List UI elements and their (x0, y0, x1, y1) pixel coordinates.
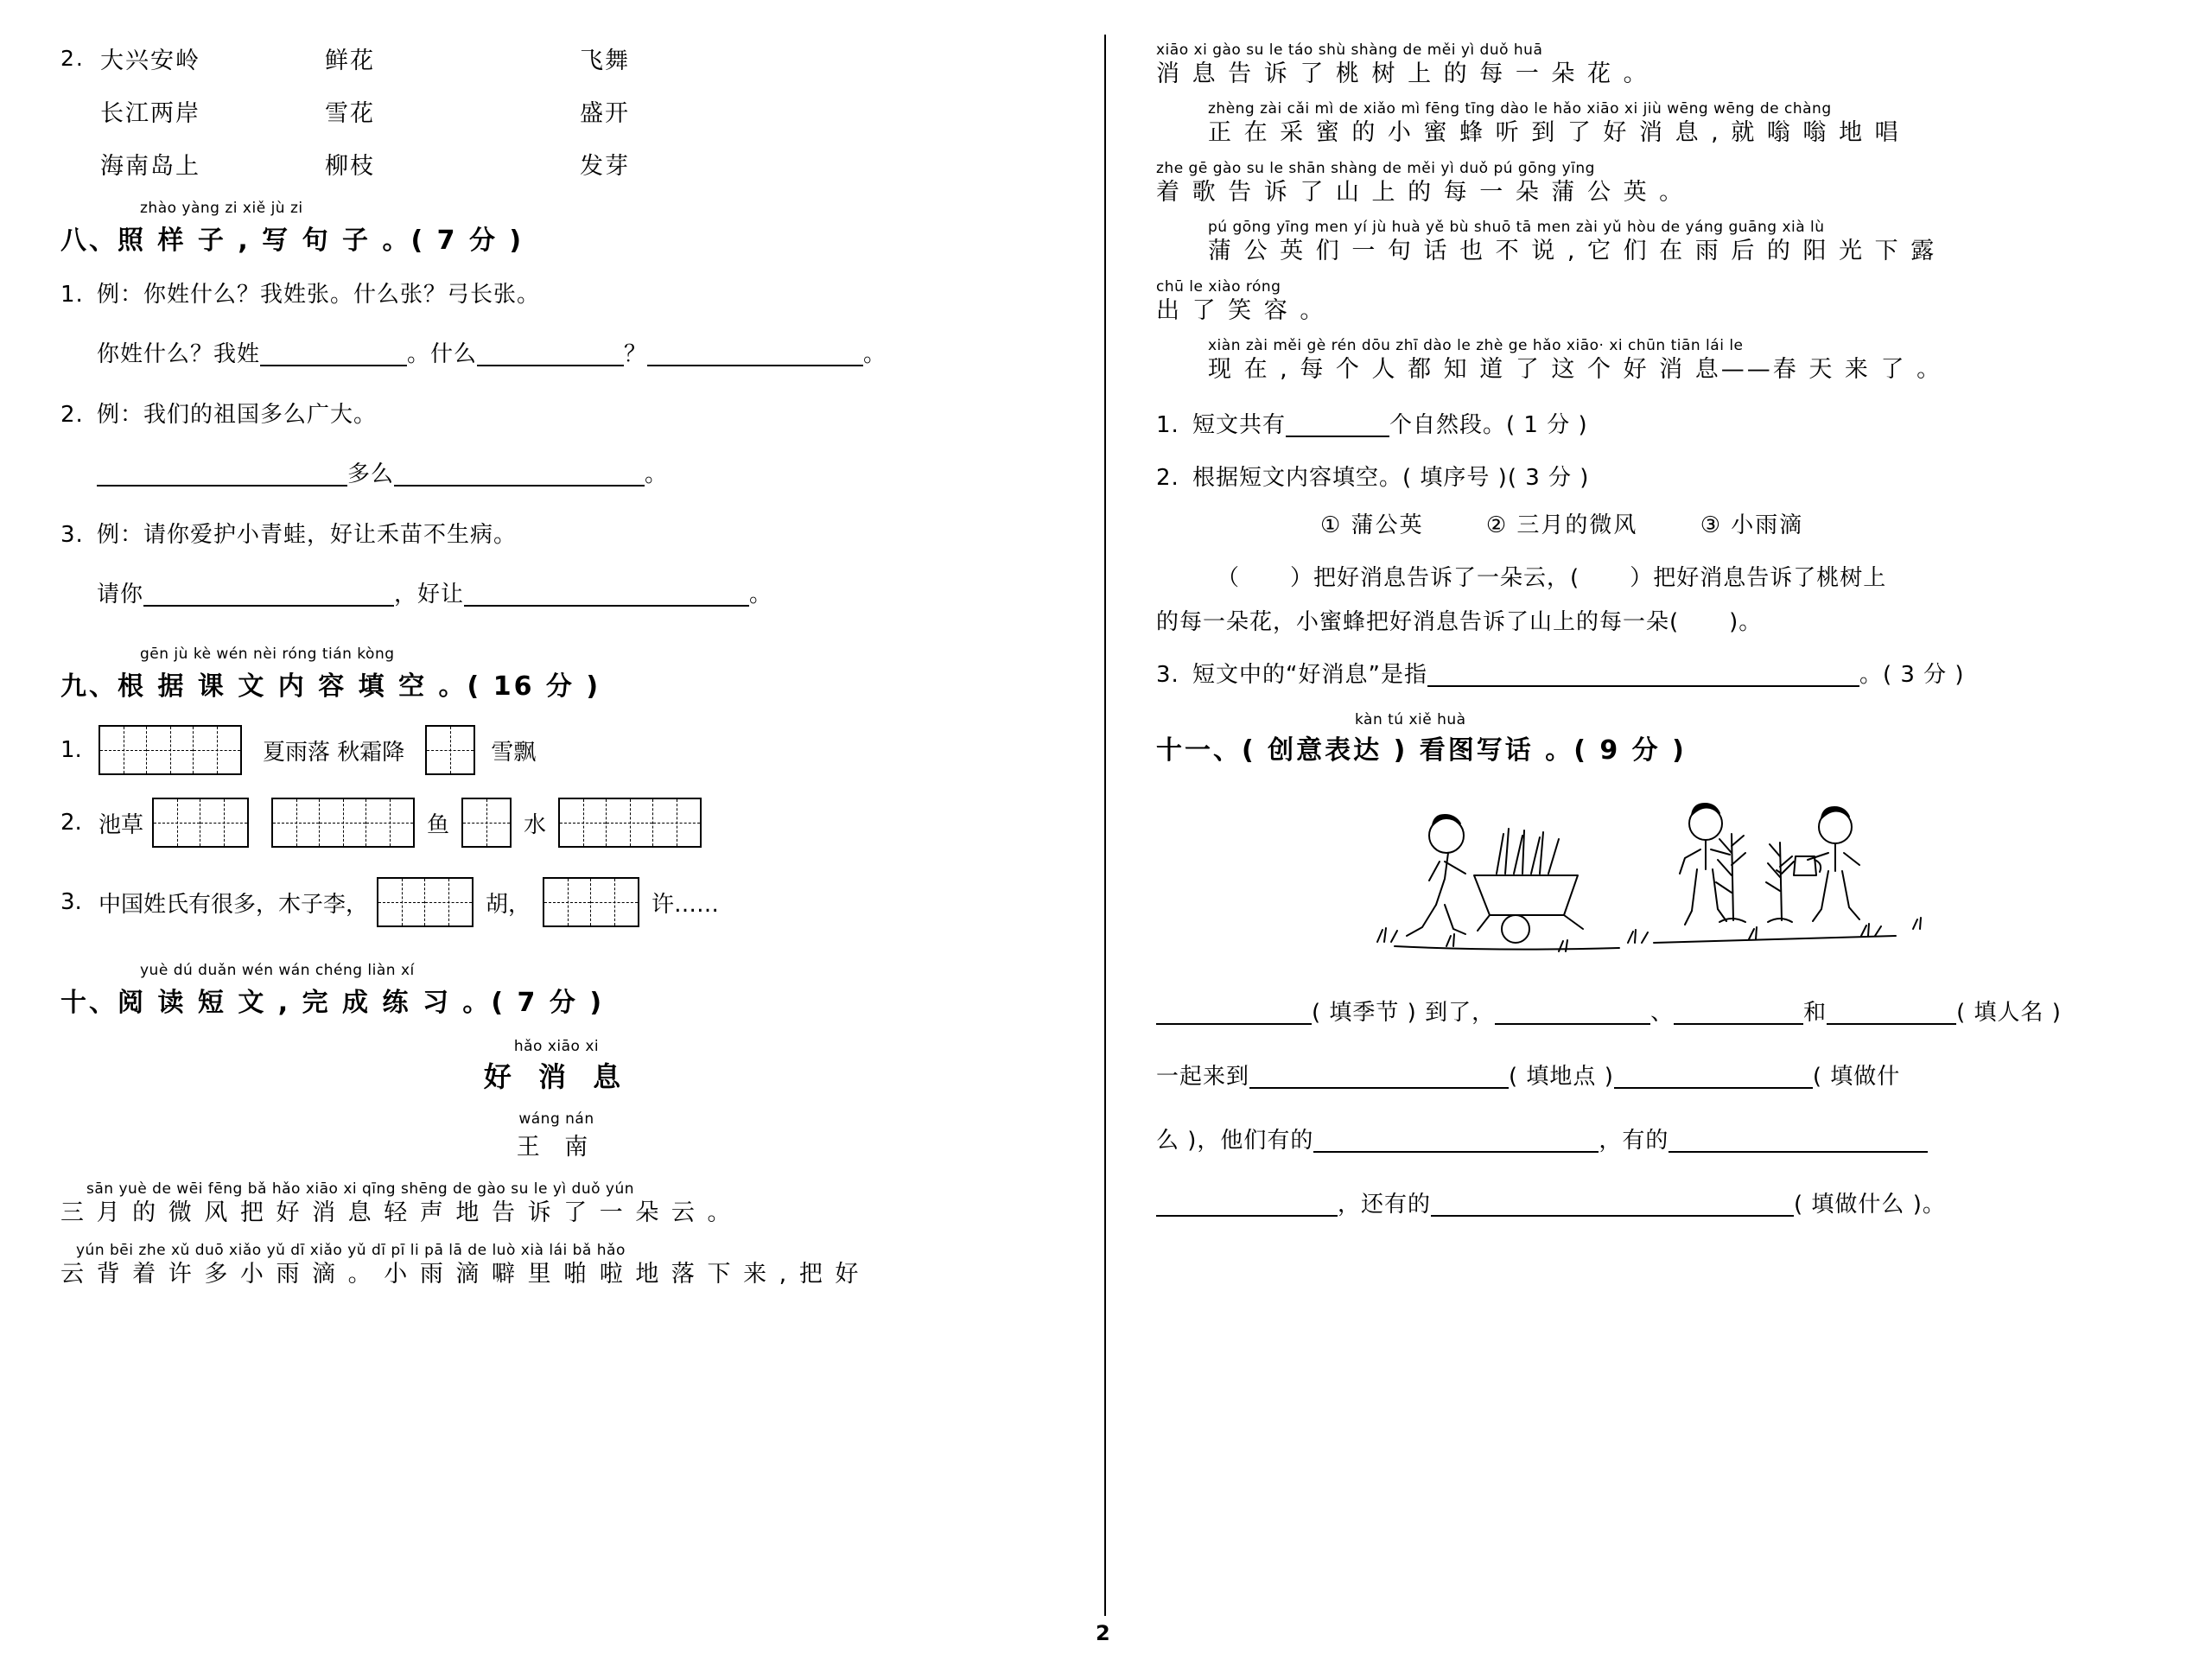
question-text: 根据短文内容填空。( 填序号 )( 3 分 ) (1192, 464, 1590, 491)
bracket-open[interactable]: （ (1217, 564, 1241, 591)
section-9-item-3 (60, 877, 1052, 927)
section-9-item-2 (60, 798, 1052, 848)
grid-cell[interactable] (200, 799, 247, 846)
section-10-pinyin: yuè dú duǎn wén wán chéng liàn xí (140, 962, 415, 980)
example-text: 例：请你爱护小青蛙，好让禾苗不生病。 (97, 521, 518, 548)
item-number: 3. (60, 521, 84, 548)
writing-hint-10: ，还有的 (1338, 1191, 1432, 1218)
answer-blank[interactable] (1427, 661, 1859, 687)
grid-cell[interactable] (591, 879, 638, 925)
answer-blank[interactable] (1286, 411, 1389, 437)
left-column (0, 0, 1104, 1295)
match-word-b: 柳枝 (325, 153, 375, 180)
grid-cell[interactable] (544, 879, 591, 925)
question-text-before: 短文共有 (1192, 411, 1287, 438)
item-number: 2. (60, 401, 84, 428)
example-text: 例：你姓什么？我姓张。什么张？弓长张。 (97, 282, 541, 308)
writing-line-4 (1156, 1182, 2152, 1227)
writing-hint-3: 和 (1803, 999, 1827, 1026)
grid-label-end: 雪飘 (491, 739, 537, 766)
writing-hint-4: ( 填人名 ) (1956, 999, 2062, 1026)
grid-cell[interactable] (425, 879, 472, 925)
article-line-text: 蒲 公 英 们 一 句 话 也 不 说 , 它 们 在 雨 后 的 阳 光 下 露 (1208, 238, 1937, 265)
item-number: 1. (60, 282, 84, 308)
article-title-pinyin: hǎo xiāo xi (513, 1038, 600, 1056)
match-word-b: 雪花 (325, 100, 375, 127)
table-row (60, 41, 1052, 75)
item-number: 2. (60, 46, 85, 71)
answer-blank[interactable] (1827, 999, 1956, 1025)
answer-blank[interactable] (1313, 1127, 1599, 1153)
option-1[interactable]: ① 蒲公英 (1320, 512, 1424, 538)
article-line-text: 着 歌 告 诉 了 山 上 的 每 一 朵 蒲 公 英 。 (1156, 178, 1686, 206)
answer-blank[interactable] (1495, 999, 1650, 1025)
example-text: 例：我们的祖国多么广大。 (97, 401, 378, 428)
answer-end: 。 (749, 581, 773, 607)
section-11-pinyin: kàn tú xiě huà (1355, 710, 1466, 728)
grid-cell[interactable] (378, 879, 425, 925)
grid-lead: 中国姓氏有很多，木子李， (99, 891, 369, 918)
match-word-a: 长江两岸 (100, 100, 200, 127)
grid-cell[interactable] (366, 799, 413, 846)
grid-cell[interactable] (560, 799, 607, 846)
article-line-text: 正 在 采 蜜 的 小 蜜 蜂 听 到 了 好 消 息 , 就 嗡 嗡 地 唱 (1208, 119, 1901, 147)
section-8-item-3 (60, 514, 1052, 556)
question-text-after: 。( 3 分 ) (1859, 661, 1965, 688)
article-body-right (1156, 41, 2152, 386)
grid-label-mid-2: 许…… (652, 891, 720, 918)
article-body-left (60, 1180, 1052, 1290)
bracket-close-2[interactable]: ） (1630, 564, 1654, 591)
article-line-text: 消 息 告 诉 了 桃 树 上 的 每 一 朵 花 。 (1156, 60, 1649, 87)
section-8-title: 八、照 样 子 , 写 句 子 。( 7 分 ) (60, 226, 524, 256)
item-number: 1. (1156, 411, 1179, 438)
writing-line-3 (1156, 1118, 2152, 1163)
grid-cell[interactable] (273, 799, 320, 846)
grid-cell[interactable] (463, 799, 510, 846)
character-grid[interactable] (271, 798, 415, 848)
article-header (60, 1038, 1052, 1161)
fill-text-a: 把好消息告诉了一朵云，( (1313, 564, 1580, 591)
answer-blank[interactable] (477, 340, 624, 366)
writing-hint-6: ( 填地点 ) (1509, 1063, 1614, 1090)
grid-label-mid-1: 鱼 (427, 811, 450, 838)
answer-options (1320, 507, 2152, 539)
table-row (60, 147, 1052, 181)
question-text-before: 短文中的“好消息”是指 (1192, 661, 1427, 688)
section-10 (60, 962, 1052, 1290)
article-line-pinyin: sān yuè de wēi fēng bǎ hǎo xiāo xi qīng shēng de gào su le yì duǒ yún (86, 1180, 635, 1199)
grid-cell[interactable] (607, 799, 653, 846)
article-line-text: 三 月 的 微 风 把 好 消 息 轻 声 地 告 诉 了 一 朵 云 。 (60, 1199, 734, 1227)
grid-cell[interactable] (653, 799, 700, 846)
match-word-b: 鲜花 (325, 48, 375, 74)
answer-mid: ，好让 (394, 581, 465, 607)
section-8 (60, 200, 1052, 616)
answer-blank[interactable] (1156, 1191, 1338, 1217)
article-line (1156, 278, 2152, 327)
character-grid[interactable] (461, 798, 512, 848)
article-line (1208, 219, 2152, 267)
match-word-a: 大兴安岭 (100, 48, 200, 74)
article-line-pinyin: pú gōng yīng men yí jù huà yě bù shuō tā men zài yǔ hòu de yáng guāng xià lù (1208, 219, 1825, 237)
answer-blank[interactable] (1249, 1063, 1509, 1089)
fill-text-b: )。 (1729, 608, 1763, 635)
page-number: 2 (1096, 1621, 1110, 1645)
grid-cell[interactable] (194, 727, 240, 773)
grid-cell[interactable] (100, 727, 147, 773)
section-8-item-2 (60, 394, 1052, 436)
article-author-pinyin: wáng nán (518, 1110, 594, 1129)
writing-line-1 (1156, 990, 2152, 1035)
article-line (60, 1180, 1052, 1229)
grid-label-mid-2: 水 (524, 811, 547, 838)
grid-label-mid-1: 胡， (486, 891, 531, 918)
article-line-text: 现 在 , 每 个 人 都 知 道 了 这 个 好 消 息——春 天 来 了 。 (1208, 356, 1943, 384)
answer-mid: 多么 (347, 461, 395, 488)
bracket-close[interactable]: ） (1290, 564, 1314, 591)
fill-text-a: 的每一朵花，小蜜蜂把好消息告诉了山上的每一朵( (1156, 608, 1680, 635)
character-grid[interactable] (543, 877, 639, 927)
character-grid[interactable] (99, 725, 242, 775)
question-text-after: 个自然段。( 1 分 ) (1389, 411, 1588, 438)
character-grid[interactable] (377, 877, 474, 927)
answer-prefix: 你姓什么？我姓 (97, 341, 261, 368)
writing-hint-8: 么 )，他们有的 (1156, 1127, 1314, 1154)
writing-line-2 (1156, 1054, 2152, 1099)
match-word-c: 盛开 (580, 100, 630, 127)
section-9-title: 九、根 据 课 文 内 容 填 空 。( 16 分 ) (60, 671, 601, 703)
answer-blank[interactable] (97, 461, 347, 487)
section-8-pinyin: zhào yàng zi xiě jù zi (140, 200, 303, 217)
grid-label-mid: 夏雨落 秋霜降 (263, 739, 405, 766)
match-word-a: 海南岛上 (100, 153, 200, 180)
match-word-c: 发芽 (580, 153, 630, 180)
answer-blank[interactable] (1156, 999, 1312, 1025)
answer-end: 。 (645, 461, 669, 488)
writing-hint-11: ( 填做什么 )。 (1794, 1191, 1946, 1218)
writing-hint-7: ( 填做什 (1812, 1063, 1901, 1090)
character-grid[interactable] (152, 798, 249, 848)
answer-end: 。 (863, 341, 887, 368)
answer-blank[interactable] (143, 581, 394, 607)
item-number: 1. (60, 737, 82, 764)
article-line-pinyin: yún bēi zhe xǔ duō xiǎo yǔ dī xiǎo yǔ dī pī li pā lā de luò xià lái bǎ hǎo (76, 1241, 626, 1259)
section-8-answer-1 (97, 334, 1052, 376)
question-2-matching (60, 41, 1052, 181)
article-line-text: 出 了 笑 容 。 (1156, 296, 1326, 324)
match-word-c: 飞舞 (580, 48, 630, 74)
writing-hint-9: ，有的 (1599, 1127, 1669, 1154)
section-8-item-1 (60, 274, 1052, 316)
answer-prefix: 请你 (97, 581, 144, 607)
section-11 (1156, 711, 2152, 766)
answer-blank[interactable] (1669, 1127, 1928, 1153)
answer-blank[interactable] (394, 461, 645, 487)
article-line (60, 1242, 1052, 1290)
section-8-answer-2 (97, 454, 1052, 496)
answer-blank[interactable] (647, 340, 863, 366)
reading-question-1 (1156, 407, 2152, 439)
grid-lead: 池草 (99, 811, 144, 838)
section-11-title: 十一、( 创意表达 ) 看图写话 。( 9 分 ) (1156, 735, 1687, 766)
article-line-pinyin: xiàn zài měi gè rén dōu zhī dào le zhè ge hǎo xiāo· xi chūn tiān lái le (1208, 337, 1744, 355)
article-line (1208, 100, 2152, 149)
column-divider (1104, 35, 1106, 1616)
character-grid[interactable] (425, 725, 475, 775)
grid-cell[interactable] (154, 799, 200, 846)
article-title: 好 消 息 (483, 1060, 630, 1094)
section-8-answer-3 (97, 574, 1052, 616)
reading-question-2 (1156, 460, 2152, 492)
reading-question-3 (1156, 657, 2152, 689)
answer-mid-2: ？ (624, 341, 648, 368)
option-2[interactable]: ② 三月的微风 (1485, 512, 1638, 538)
writing-hint-1: ( 填季节 ) 到了， (1312, 999, 1496, 1026)
section-10-title: 十、阅 读 短 文 , 完 成 练 习 。( 7 分 ) (60, 988, 605, 1019)
article-line (1208, 337, 2152, 385)
item-number: 3. (1156, 661, 1179, 688)
tree-planting-illustration (1343, 782, 1965, 968)
article-line-pinyin: zhe gē gào su le shān shàng de měi yì duǒ pú gōng yīng (1156, 159, 1595, 177)
answer-blank[interactable] (260, 340, 407, 366)
option-3[interactable]: ③ 小雨滴 (1700, 512, 1804, 538)
answer-blank[interactable] (1614, 1063, 1813, 1089)
answer-mid: 。什么 (407, 341, 478, 368)
grid-cell[interactable] (320, 799, 366, 846)
character-grid[interactable] (558, 798, 702, 848)
article-line (1156, 41, 2152, 90)
article-line (1156, 160, 2152, 208)
right-column (1113, 0, 2212, 1227)
article-line-pinyin: chū le xiào róng (1156, 277, 1281, 296)
writing-hint-5: 一起来到 (1156, 1063, 1250, 1090)
article-line-text: 云 背 着 许 多 小 雨 滴 。 小 雨 滴 噼 里 啪 啦 地 落 下 来 , 把 好 (60, 1260, 861, 1288)
section-9 (60, 646, 1052, 927)
fill-text-b: 把好消息告诉了桃树上 (1653, 564, 1887, 591)
writing-hint-2: 、 (1650, 999, 1675, 1026)
item-number: 2. (60, 810, 82, 836)
section-9-item-1 (60, 725, 1052, 775)
article-line-pinyin: xiāo xi gào su le táo shù shàng de měi yì duǒ huā (1156, 41, 1543, 59)
answer-blank[interactable] (1431, 1191, 1794, 1217)
table-row (60, 94, 1052, 128)
grid-cell[interactable] (147, 727, 194, 773)
fill-line-1 (1217, 560, 2152, 592)
article-line-pinyin: zhèng zài cǎi mì de xiǎo mì fēng tīng dào le hǎo xiāo xi jiù wēng wēng de chàng (1208, 100, 1832, 118)
item-number: 2. (1156, 464, 1179, 491)
illustration-wrap (1156, 782, 2152, 968)
section-9-pinyin: gēn jù kè wén nèi róng tián kòng (140, 646, 395, 664)
item-number: 3. (60, 889, 82, 916)
answer-blank[interactable] (1674, 999, 1803, 1025)
article-author: 王 南 (516, 1134, 597, 1161)
fill-line-2 (1156, 604, 2152, 636)
grid-cell[interactable] (427, 727, 474, 773)
answer-blank[interactable] (464, 581, 749, 607)
